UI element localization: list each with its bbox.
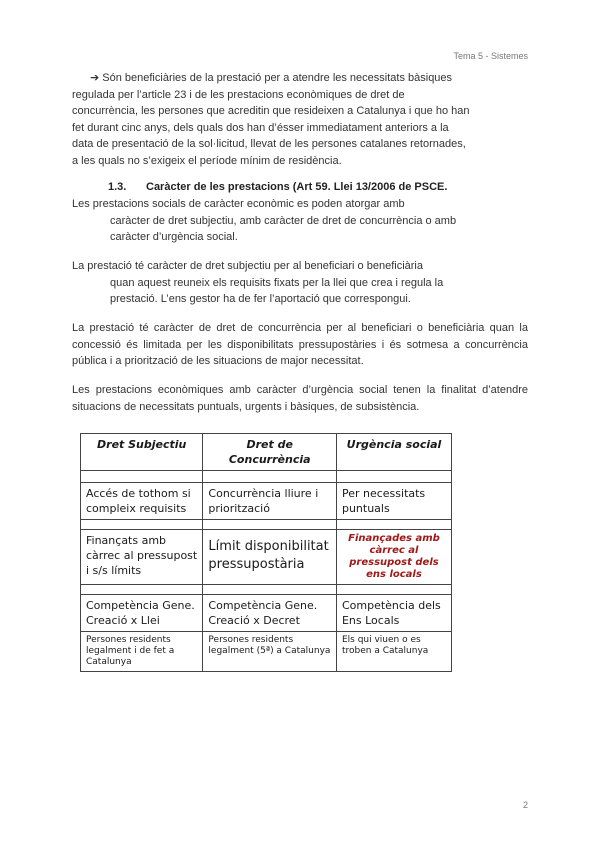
table-spacer xyxy=(81,471,452,483)
table-cell: Finançats amb càrrec al pressupost i s/s límits xyxy=(81,530,203,585)
table-header: Dret de Concurrència xyxy=(203,434,337,471)
table-cell: Accés de tothom si compleix requisits xyxy=(81,483,203,520)
table-row xyxy=(81,530,452,585)
table-spacer xyxy=(81,520,452,530)
table-header-row xyxy=(81,434,452,471)
paragraph-subjectiu: La prestació té caràcter de dret subjectiu per al beneficiari o beneficiària quan aquest reuneix els requisits fixats per la llei que crea i regula la prestació. L’ens gestor ha de fer l’aportació que correspongui. xyxy=(72,260,444,305)
section-heading xyxy=(108,181,447,193)
table-cell: Límit disponibilitat pressupostària xyxy=(203,530,337,585)
page-number: 2 xyxy=(522,800,528,810)
table-cell: Persones residents legalment i de fet a Catalunya xyxy=(81,632,203,672)
paragraph-concurrencia: La prestació té caràcter de dret de concurrència per al beneficiari o beneficiària quan la concessió és limitada per les disponibilitats pressupostàries i és sotmesa a concurrència pública i a priorització de les situacions de major necessitat. xyxy=(72,322,528,367)
table-header: Urgència social xyxy=(336,434,451,471)
paragraph-caracter: Les prestacions socials de caràcter econòmic es poden atorgar amb caràcter de dret subjectiu, amb caràcter de dret de concurrència o amb caràcter d’urgència social. xyxy=(72,198,457,243)
section-title: Caràcter de les prestacions (Art 59. Llei 13/2006 de PSCE. xyxy=(146,181,448,193)
table-header: Dret Subjectiu xyxy=(81,434,203,471)
paragraph-beneficiaris: ➔ Són beneficiàries de la prestació per a atendre les necessitats bàsiques regulada per l’article 23 i de les prestacions econòmiques de dret de concurrència, les persones que acreditin que resideixen a Catalunya i que ho han fet durant cinc anys, dels quals dos han d’ésser immediatament anteriors a la data de presentació de la sol·licitud, llevat de les persones catalanes retornades, a les quals no s’exigeix el període mínim de residència. xyxy=(72,72,470,167)
paragraph-urgencia: Les prestacions econòmiques amb caràcter d’urgència social tenen la finalitat d’atendre situacions de necessitats puntuals, urgents i bàsiques, de subsistència. xyxy=(72,384,528,413)
comparison-table xyxy=(80,433,452,672)
table-cell: Competència Gene. Creació x Decret xyxy=(203,595,337,632)
section-number: 1.3. xyxy=(108,181,127,193)
arrow-icon: ➔ xyxy=(90,72,100,84)
table-cell: Els qui viuen o es troben a Catalunya xyxy=(336,632,451,672)
table-cell: Finançades amb càrrec al pressupost dels ens locals xyxy=(336,530,451,585)
table-cell: Persones residents legalment (5ª) a Catalunya xyxy=(203,632,337,672)
table-row xyxy=(81,483,452,520)
table-cell: Concurrència lliure i priorització xyxy=(203,483,337,520)
table-cell: Competència Gene. Creació x Llei xyxy=(81,595,203,632)
page-header: Tema 5 - Sistemes xyxy=(453,51,528,61)
table-cell: Competència dels Ens Locals xyxy=(336,595,451,632)
table-row xyxy=(81,595,452,632)
table-spacer xyxy=(81,585,452,595)
table-row xyxy=(81,632,452,672)
table-cell: Per necessitats puntuals xyxy=(336,483,451,520)
